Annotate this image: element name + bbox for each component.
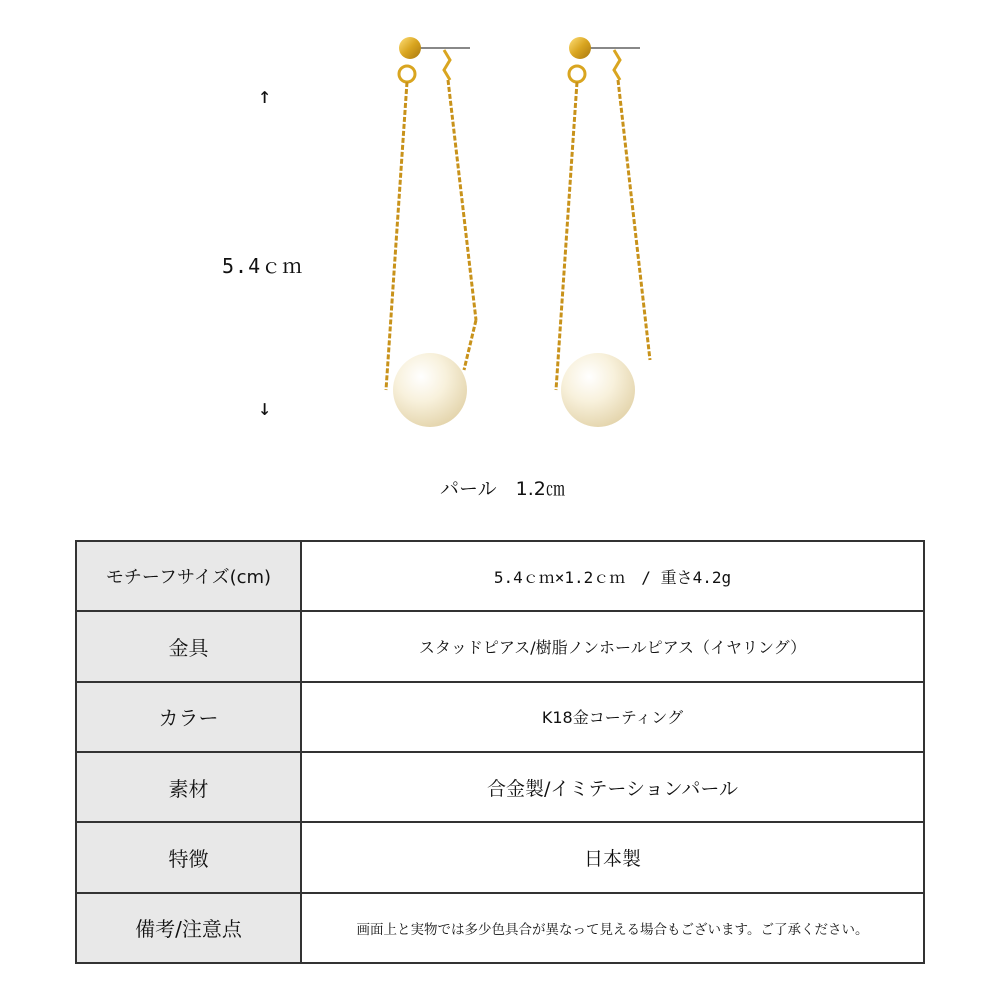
spec-value-material: 合金製/イミテーションパール (301, 752, 924, 822)
table-row (76, 611, 924, 681)
pearl-left (393, 353, 467, 427)
spec-label-color: カラー (76, 682, 301, 752)
earring-right (556, 37, 650, 427)
arrow-up-icon: ↑ (258, 84, 272, 109)
spec-value-fittings: スタッドピアス/樹脂ノンホールピアス（イヤリング） (301, 611, 924, 681)
table-row (76, 752, 924, 822)
stud-ball-right (569, 37, 591, 59)
stud-ball-left (399, 37, 421, 59)
spec-value-size: 5.4ｃｍ×1.2ｃｍ / 重さ4.2g (301, 541, 924, 611)
spec-label-fittings: 金具 (76, 611, 301, 681)
pearl-size-caption: パール 1.2㎝ (440, 478, 565, 500)
table-row (76, 822, 924, 892)
earring-left (386, 37, 476, 427)
spec-value-color: K18金コーティング (301, 682, 924, 752)
length-label: 5.4ｃｍ (222, 254, 304, 278)
table-row (76, 541, 924, 611)
table-row (76, 893, 924, 963)
table-row (76, 682, 924, 752)
spec-label-size: モチーフサイズ(cm) (76, 541, 301, 611)
spec-label-material: 素材 (76, 752, 301, 822)
earrings-image (360, 30, 680, 450)
spec-value-notes: 画面上と実物では多少色具合が異なって見える場合もございます。ご了承ください。 (301, 893, 924, 963)
spec-label-feature: 特徴 (76, 822, 301, 892)
spec-value-feature: 日本製 (301, 822, 924, 892)
arrow-down-icon: ↓ (258, 396, 272, 421)
spec-table (75, 540, 925, 964)
pearl-right (561, 353, 635, 427)
spec-label-notes: 備考/注意点 (76, 893, 301, 963)
